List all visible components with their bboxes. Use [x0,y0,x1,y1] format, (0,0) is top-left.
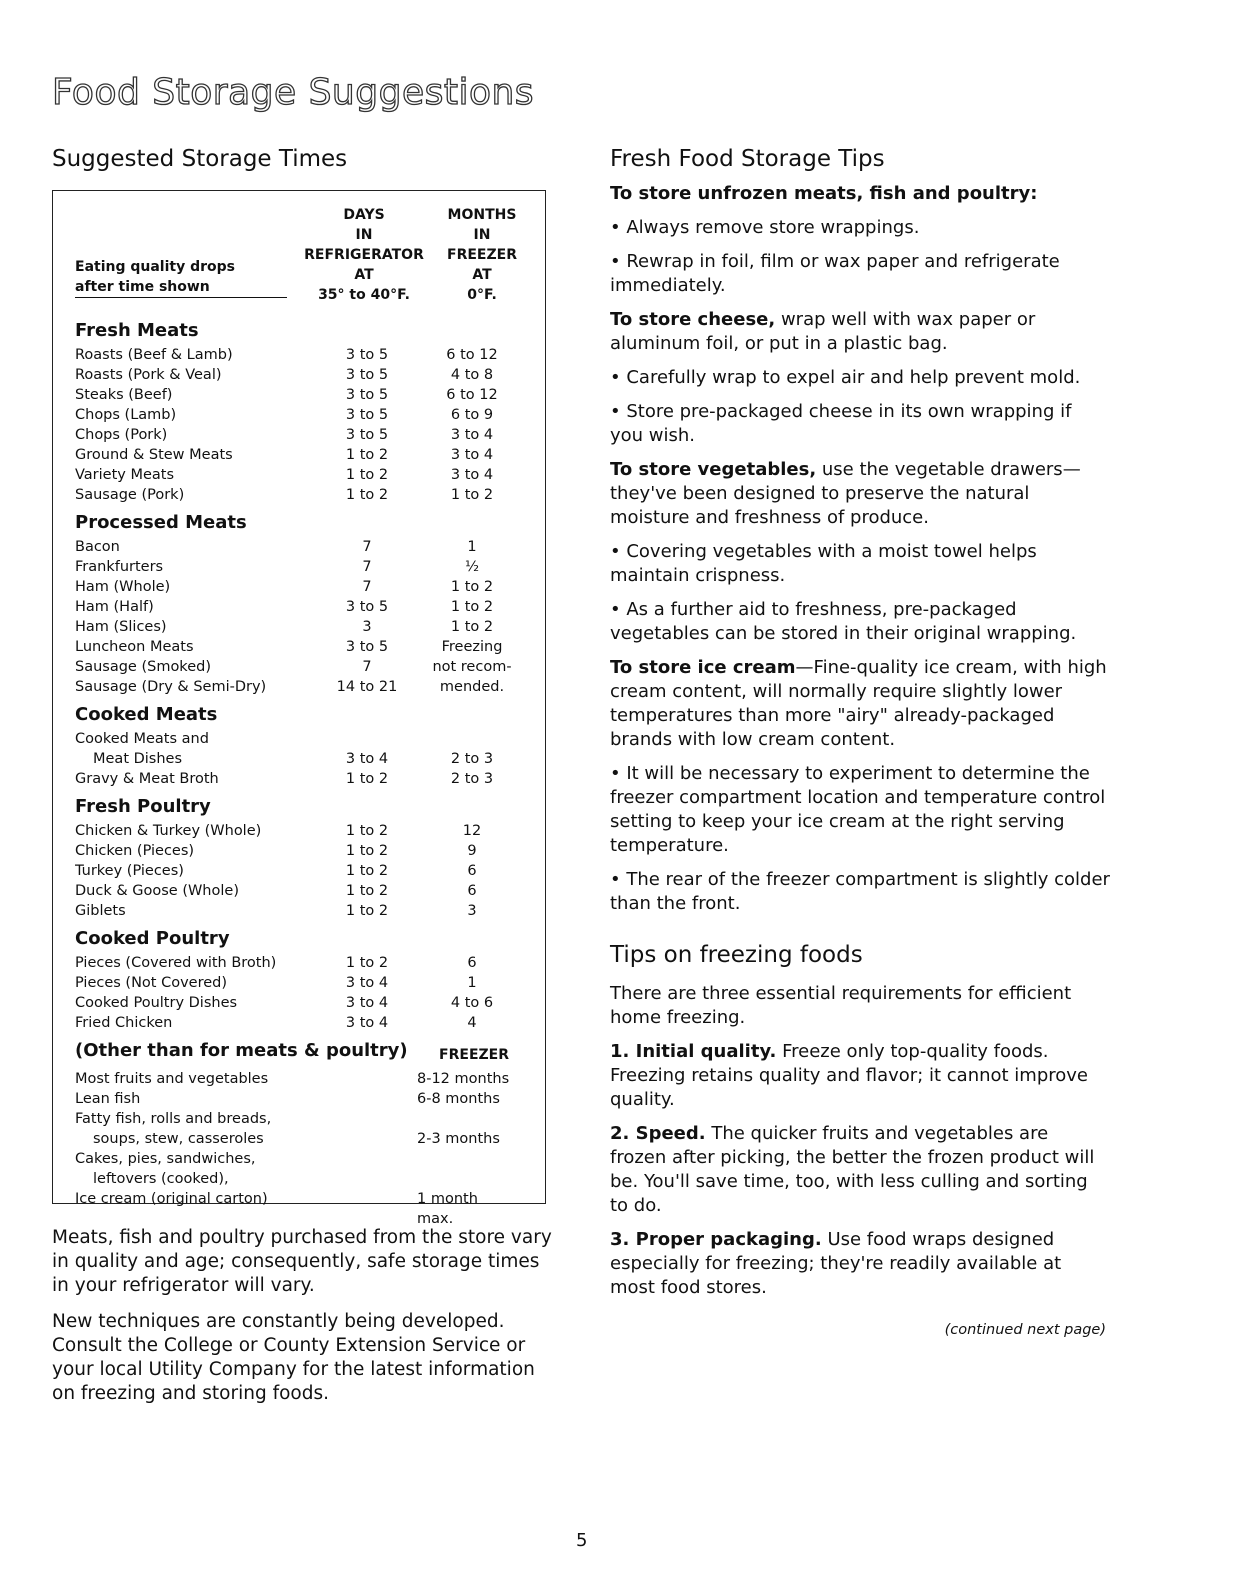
food-name: Giblets [75,903,126,919]
food-name: Most fruits and vegetables [75,1071,269,1087]
category-heading: Cooked Poultry [75,928,230,949]
table-row [75,769,527,789]
food-name: Gravy & Meat Broth [75,771,219,787]
food-name: Roasts (Pork & Veal) [75,367,222,383]
freezer-months: 12 [462,823,482,839]
table-row [75,425,527,445]
food-name: Fried Chicken [75,1015,173,1031]
table-row [75,345,527,365]
refrigerator-days: 1 to 2 [345,903,389,919]
food-name: Chicken & Turkey (Whole) [75,823,262,839]
freezer-months: 1 to 2 [450,599,494,615]
ice-cream-tip: To store ice cream—Fine-quality ice cream, with high cream content, will normally require slightly lower temperatures than more "airy" already-packaged brands with low cream content. [610,657,1107,750]
food-name: Meat Dishes [93,751,183,767]
left-column [52,146,552,1418]
table-row [75,637,527,657]
table-row [75,861,527,881]
speed: 2. Speed. The quicker fruits and vegetables are frozen after picking, the better the frozen product will be. You'll save time, too, with less culling and sorting to do. [610,1123,1095,1216]
right-column [610,146,1110,1310]
vegetables-tip: To store vegetables, use the vegetable drawers—they've been designed to preserve the natural moisture and freshness of produce. [610,459,1081,528]
food-name: Pieces (Covered with Broth) [75,955,277,971]
table-row [75,1069,527,1089]
refrigerator-days: 14 to 21 [336,679,398,695]
food-name: Ground & Stew Meats [75,447,233,463]
other-category-heading: (Other than for meats & poultry) FREEZER [75,1040,509,1063]
category-heading: Fresh Poultry [75,796,211,817]
refrigerator-days [317,729,417,749]
freezer-months: 6 to 12 [446,347,498,363]
food-name: Cooked Poultry Dishes [75,995,238,1011]
food-name: Fatty fish, rolls and breads, [75,1111,272,1127]
freezer-months: 1 [467,539,477,555]
table-row [75,729,527,749]
freezer-months: 3 to 4 [450,447,494,463]
freezer-months: 6 [467,955,477,971]
food-name: Luncheon Meats [75,639,194,655]
refrigerator-column-header: DAYS IN REFRIGERATOR AT 35° to 40°F. [304,207,424,303]
food-name: Cakes, pies, sandwiches, [75,1151,256,1167]
table-row [75,617,527,637]
table-row [75,901,527,921]
table-row [75,1129,527,1149]
food-name: Duck & Goose (Whole) [75,883,239,899]
storage-table [52,190,546,1227]
refrigerator-days: 7 [362,559,372,575]
freezer-months: 6 [467,883,477,899]
food-name: Cooked Meats and [75,731,209,747]
table-row [75,537,527,557]
table-row [75,1189,527,1229]
food-name: Ham (Slices) [75,619,167,635]
continued-note: (continued next page) [944,1322,1106,1338]
freezer-months: 3 to 4 [450,427,494,443]
refrigerator-days: 7 [362,659,372,675]
food-name: soups, stew, casseroles [93,1131,264,1147]
table-row [75,365,527,385]
food-name: leftovers (cooked), [93,1171,229,1187]
meats-bullet-1: • Always remove store wrappings. [610,217,920,238]
table-row [75,557,527,577]
refrigerator-days: 3 to 4 [345,995,389,1011]
refrigerator-days: 1 to 2 [345,955,389,971]
refrigerator-days: 3 to 5 [345,639,389,655]
freezer-time [417,1109,517,1129]
food-name: Ice cream (original carton) [75,1191,268,1207]
food-name: Lean fish [75,1091,141,1107]
food-name: Ham (Half) [75,599,154,615]
refrigerator-days: 3 to 4 [345,975,389,991]
storage-times-heading: Suggested Storage Times [52,146,348,172]
other-rows [75,1069,527,1229]
refrigerator-days: 3 [362,619,372,635]
refrigerator-days: 1 to 2 [345,467,389,483]
table-row [75,657,527,677]
freezing-heading: Tips on freezing foods [610,942,863,968]
table-row [75,993,527,1013]
table-row [75,405,527,425]
table-row [75,1089,527,1109]
refrigerator-days: 1 to 2 [345,843,389,859]
food-name: Roasts (Beef & Lamb) [75,347,233,363]
refrigerator-days: 1 to 2 [345,771,389,787]
meats-heading: To store unfrozen meats, fish and poultry: [610,183,1038,204]
vegetables-bullet-2: • As a further aid to freshness, pre-packaged vegetables can be stored in their original wrapping. [610,599,1077,644]
freezer-time: 6-8 months [417,1091,500,1107]
freezer-months: 9 [467,843,477,859]
freezer-months: 4 to 6 [450,995,494,1011]
food-name: Chicken (Pieces) [75,843,195,859]
refrigerator-days: 1 to 2 [345,863,389,879]
page-number: 5 [576,1530,588,1551]
refrigerator-days: 3 to 4 [345,751,389,767]
freezer-months: 6 to 9 [450,407,494,423]
freezer-months: 3 to 4 [450,467,494,483]
table-row [75,597,527,617]
food-name: Sausage (Smoked) [75,659,211,675]
table-header [75,205,527,313]
table-row [75,953,527,973]
table-row [75,465,527,485]
food-name: Steaks (Beef) [75,387,173,403]
table-row [75,973,527,993]
cheese-bullet-2: • Store pre-packaged cheese in its own wrapping if you wish. [610,401,1072,446]
refrigerator-days: 1 to 2 [345,883,389,899]
freezer-time [417,1149,517,1169]
freezer-months: 1 [467,975,477,991]
refrigerator-days: 1 to 2 [345,447,389,463]
freezer-months: 1 to 2 [450,579,494,595]
freezer-months [417,729,527,749]
food-name: Chops (Pork) [75,427,168,443]
refrigerator-days: 7 [362,539,372,555]
food-name: Variety Meats [75,467,175,483]
freezing-intro: There are three essential requirements for efficient home freezing. [610,983,1072,1028]
eating-quality-label: Eating quality drops after time shown [75,259,235,295]
freezer-time [417,1169,517,1189]
food-name: Sausage (Pork) [75,487,185,503]
table-body [75,319,527,1033]
cheese-bullet-1: • Carefully wrap to expel air and help prevent mold. [610,367,1081,388]
ice-cream-bullet-2: • The rear of the freezer compartment is slightly colder than the front. [610,869,1110,914]
ice-cream-bullet-1: • It will be necessary to experiment to determine the freezer compartment location and temperature control setting to keep your ice cream at the right serving temperature. [610,763,1106,856]
table-row [75,821,527,841]
category-heading: Cooked Meats [75,704,218,725]
freezer-months: 1 to 2 [450,487,494,503]
table-row [75,485,527,505]
page-title: Food Storage Suggestions [52,72,535,113]
refrigerator-days: 3 to 5 [345,387,389,403]
refrigerator-days: 3 to 5 [345,407,389,423]
freezer-months: mended. [439,679,505,695]
freezer-months: 6 to 12 [446,387,498,403]
table-row [75,1013,527,1033]
freezer-months: not recom- [432,659,512,675]
table-row [75,881,527,901]
refrigerator-days: 1 to 2 [345,823,389,839]
food-name: Turkey (Pieces) [75,863,184,879]
freezer-months: 4 [467,1015,477,1031]
freezer-months: ½ [464,559,480,575]
proper-packaging: 3. Proper packaging. Use food wraps designed especially for freezing; they're readily available at most food stores. [610,1229,1062,1298]
table-row [75,1109,527,1129]
category-heading: Fresh Meats [75,320,199,341]
refrigerator-days: 3 to 5 [345,347,389,363]
freezer-months: 2 to 3 [450,751,494,767]
food-name: Sausage (Dry & Semi-Dry) [75,679,267,695]
freezer-column-header: MONTHS IN FREEZER AT 0°F. [447,207,517,303]
refrigerator-days: 3 to 5 [345,599,389,615]
table-row [75,1169,527,1189]
freezer-months: 3 [467,903,477,919]
table-row [75,677,527,697]
storage-note: Meats, fish and poultry purchased from the store vary in quality and age; consequently, safe storage times in your refrigerator will vary. [52,1227,552,1296]
cheese-tip: To store cheese, wrap well with wax paper or aluminum foil, or put in a plastic bag. [610,309,1036,354]
food-name: Chops (Lamb) [75,407,177,423]
refrigerator-days: 1 to 2 [345,487,389,503]
freezer-time: 2-3 months [417,1131,500,1147]
tips-heading: Fresh Food Storage Tips [610,146,885,172]
freezer-time: 1 month max. [417,1191,478,1227]
freezer-months: 2 to 3 [450,771,494,787]
freezer-months: 1 to 2 [450,619,494,635]
food-name: Frankfurters [75,559,164,575]
freezer-months: 6 [467,863,477,879]
table-row [75,445,527,465]
food-name: Bacon [75,539,120,555]
refrigerator-days: 3 to 5 [345,427,389,443]
freezer-months: Freezing [441,639,503,655]
refrigerator-days: 3 to 5 [345,367,389,383]
freezer-time: 8-12 months [417,1071,510,1087]
table-row [75,749,527,769]
table-row [75,841,527,861]
meats-bullet-2: • Rewrap in foil, film or wax paper and refrigerate immediately. [610,251,1060,296]
refrigerator-days: 3 to 4 [345,1015,389,1031]
food-name: Ham (Whole) [75,579,171,595]
food-name: Pieces (Not Covered) [75,975,228,991]
category-heading: Processed Meats [75,512,247,533]
table-row [75,1149,527,1169]
extension-note: New techniques are constantly being developed. Consult the College or County Extension Service or your local Utility Company for the latest information on freezing and storing foods. [52,1311,535,1404]
vegetables-bullet-1: • Covering vegetables with a moist towel helps maintain crispness. [610,541,1037,586]
refrigerator-days: 7 [362,579,372,595]
table-row [75,385,527,405]
table-row [75,577,527,597]
freezer-months: 4 to 8 [450,367,494,383]
initial-quality: 1. Initial quality. Freeze only top-quality foods. Freezing retains quality and flavor; it cannot improve quality. [610,1041,1089,1110]
